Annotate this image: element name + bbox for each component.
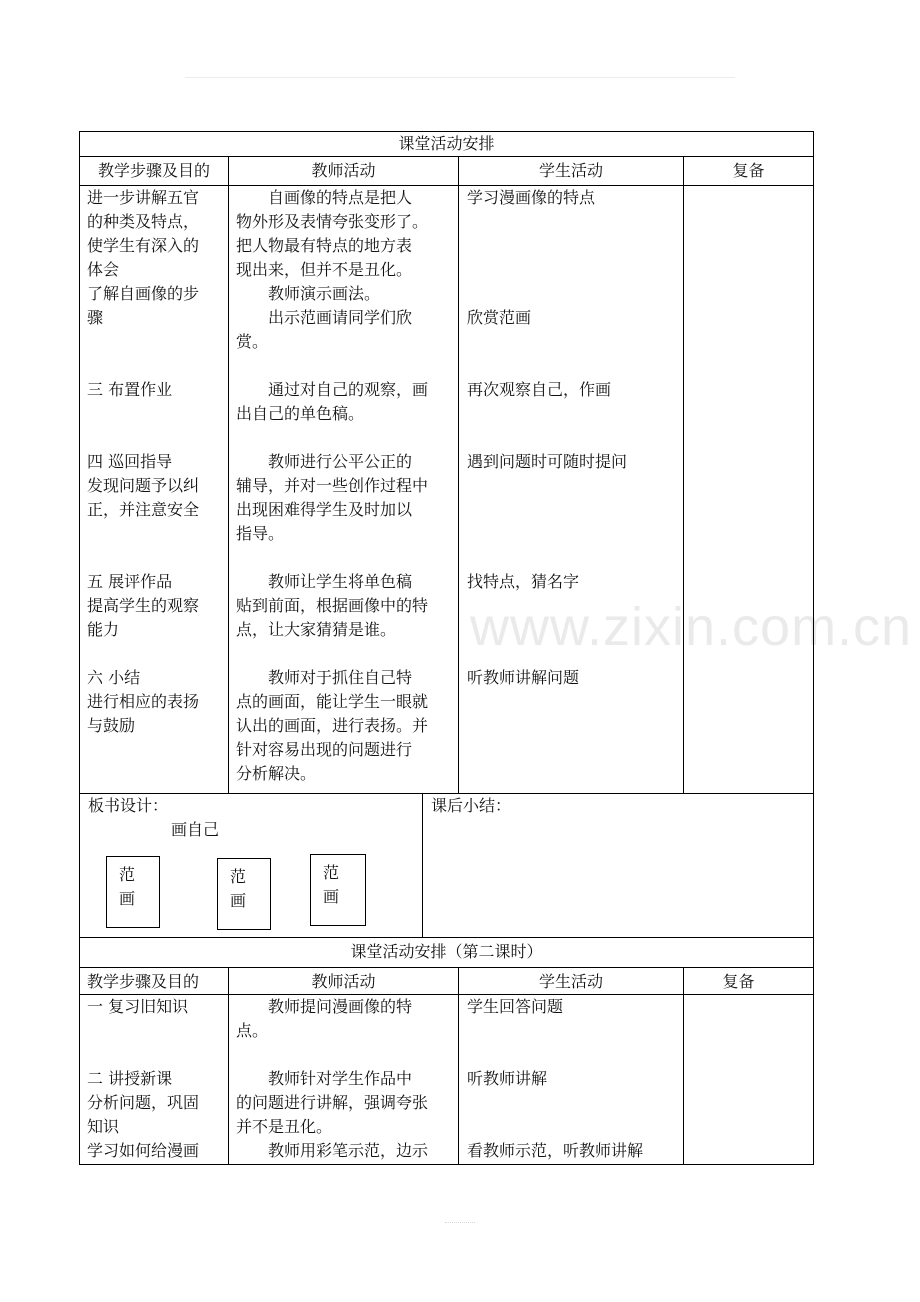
text-line: 教师对于抓住自己特	[268, 668, 413, 687]
text-line: 出示范画请同学们欣	[268, 308, 413, 327]
text-line: 提高学生的观察	[87, 596, 200, 615]
steps-column	[80, 995, 229, 1164]
text-line	[236, 354, 452, 378]
text-line: 贴到前面，根据画像中的特	[236, 596, 429, 615]
header-review: 复备	[732, 161, 765, 180]
text-line	[467, 210, 677, 234]
text-line: 教师进行公平公正的	[268, 452, 413, 471]
teacher-column	[229, 995, 459, 1164]
text-line: 使学生有深入的	[87, 236, 200, 255]
header-rule	[185, 77, 735, 78]
board-row	[80, 794, 813, 938]
text-line	[467, 618, 677, 642]
text-line: 学习如何给漫画	[87, 1141, 200, 1160]
text-line	[87, 426, 222, 450]
table1-title: 课堂活动安排	[398, 134, 495, 153]
text-line	[87, 522, 222, 546]
text-line	[236, 1043, 452, 1067]
header-steps: 教学步骤及目的	[80, 968, 229, 994]
text-line: 教师让学生将单色稿	[268, 572, 413, 591]
text-line: 了解自画像的步	[87, 284, 200, 303]
text-line	[87, 402, 222, 426]
text-line: 听教师讲解	[467, 1069, 548, 1088]
text-line: 三 布置作业	[87, 380, 173, 399]
board-boxes	[106, 856, 406, 936]
text-line: 与鼓励	[87, 716, 136, 735]
text-line: 五 展评作品	[87, 572, 173, 591]
text-line: 辅导，并对一些创作过程中	[236, 476, 429, 495]
text-line: 看教师示范，听教师讲解	[467, 1141, 644, 1160]
header-review: 复备	[722, 972, 755, 991]
text-line: 骤	[87, 308, 104, 327]
text-line	[467, 1115, 677, 1139]
text-line	[467, 258, 677, 282]
table1-header-row	[80, 157, 813, 186]
header-teacher: 教师活动	[229, 157, 459, 185]
text-line: 并不是丑化。	[236, 1117, 333, 1136]
text-line: 认出的画面，进行表扬。并	[236, 716, 429, 735]
text-line	[467, 594, 677, 618]
text-line	[467, 330, 677, 354]
text-line	[467, 642, 677, 666]
text-line: 找特点，猜名字	[467, 572, 580, 591]
text-line: 分析问题，巩固	[87, 1093, 200, 1112]
table1-title-row	[80, 132, 813, 157]
text-line: 正，并注意安全	[87, 500, 200, 519]
sample-box: 范 画	[106, 856, 160, 928]
review-column	[684, 995, 813, 1164]
text-line	[236, 426, 452, 450]
text-line: 能力	[87, 620, 120, 639]
lesson-plan-table	[79, 131, 814, 1165]
text-line: 学生回答问题	[467, 997, 564, 1016]
review-column	[684, 186, 813, 793]
text-line	[87, 330, 222, 354]
text-line: 自画像的特点是把人	[268, 188, 413, 207]
after-class-summary-cell	[423, 794, 813, 937]
text-line: 教师针对学生作品中	[268, 1069, 413, 1088]
text-line	[87, 546, 222, 570]
text-line: 知识	[87, 1117, 120, 1136]
board-title: 画自己	[171, 820, 220, 839]
sample-box: 范 画	[217, 858, 271, 930]
text-line: 赏。	[236, 332, 269, 351]
text-line: 物外形及表情夸张变形了。	[236, 212, 429, 231]
text-line	[467, 498, 677, 522]
text-line: 听教师讲解问题	[467, 668, 580, 687]
text-line	[467, 1043, 677, 1067]
text-line	[467, 282, 677, 306]
board-label: 板书设计：	[88, 796, 169, 815]
text-line	[87, 354, 222, 378]
text-line: 出现困难得学生及时加以	[236, 500, 413, 519]
text-line: 分析解决。	[236, 764, 317, 783]
text-line	[467, 234, 677, 258]
text-line	[467, 546, 677, 570]
student-column	[459, 995, 684, 1164]
text-line: 教师提问漫画像的特	[268, 997, 413, 1016]
text-line: 四 巡回指导	[87, 452, 173, 471]
text-line: 遇到问题时可随时提问	[467, 452, 628, 471]
table1-body-row	[80, 186, 813, 794]
board-design-cell	[80, 794, 423, 937]
text-line: 二 讲授新课	[87, 1069, 173, 1088]
text-line: 针对容易出现的问题进行	[236, 740, 413, 759]
steps-column	[80, 186, 229, 793]
text-line: 发现问题予以纠	[87, 476, 200, 495]
text-line: 再次观察自己，作画	[467, 380, 612, 399]
text-line: 指导。	[236, 524, 285, 543]
text-line	[467, 474, 677, 498]
text-line	[467, 522, 677, 546]
footer-mark	[445, 1222, 475, 1224]
sample-box: 范 画	[310, 854, 366, 926]
table2-header-row	[80, 968, 813, 995]
text-line: 出自己的单色稿。	[236, 404, 365, 423]
text-line: 一 复习旧知识	[87, 997, 189, 1016]
table2-title: 课堂活动安排（第二课时）	[350, 942, 543, 961]
text-line: 点的画面，能让学生一眼就	[236, 692, 429, 711]
text-line: 教师演示画法。	[268, 284, 381, 303]
text-line: 的种类及特点，	[87, 212, 200, 231]
text-line	[467, 354, 677, 378]
text-line	[87, 1043, 222, 1067]
text-line: 进一步讲解五官	[87, 188, 200, 207]
text-line: 把人物最有特点的地方表	[236, 236, 413, 255]
text-line: 通过对自己的观察，画	[268, 380, 429, 399]
text-line	[467, 1091, 677, 1115]
text-line	[236, 546, 452, 570]
text-line	[87, 642, 222, 666]
student-column	[459, 186, 684, 793]
text-line	[467, 402, 677, 426]
text-line	[467, 1019, 677, 1043]
table2-title-row	[80, 938, 813, 968]
after-class-label: 课后小结：	[431, 796, 512, 815]
text-line: 六 小结	[87, 668, 141, 687]
text-line	[467, 426, 677, 450]
table2-body-row	[80, 995, 813, 1164]
text-line: 学习漫画像的特点	[467, 188, 596, 207]
text-line: 教师用彩笔示范，边示	[268, 1141, 429, 1160]
text-line: 点。	[236, 1021, 269, 1040]
header-steps: 教学步骤及目的	[80, 157, 229, 185]
header-teacher: 教师活动	[229, 968, 459, 994]
teacher-column	[229, 186, 459, 793]
text-line: 现出来，但并不是丑化。	[236, 260, 413, 279]
text-line: 进行相应的表扬	[87, 692, 200, 711]
text-line	[236, 642, 452, 666]
text-line: 欣赏范画	[467, 308, 532, 327]
text-line: 的问题进行讲解，强调夸张	[236, 1093, 429, 1112]
text-line	[87, 1019, 222, 1043]
header-student: 学生活动	[459, 157, 684, 185]
watermark: www.zixin.com.cn	[470, 597, 913, 657]
header-student: 学生活动	[459, 968, 684, 994]
text-line: 体会	[87, 260, 120, 279]
text-line: 点，让大家猜猜是谁。	[236, 620, 397, 639]
